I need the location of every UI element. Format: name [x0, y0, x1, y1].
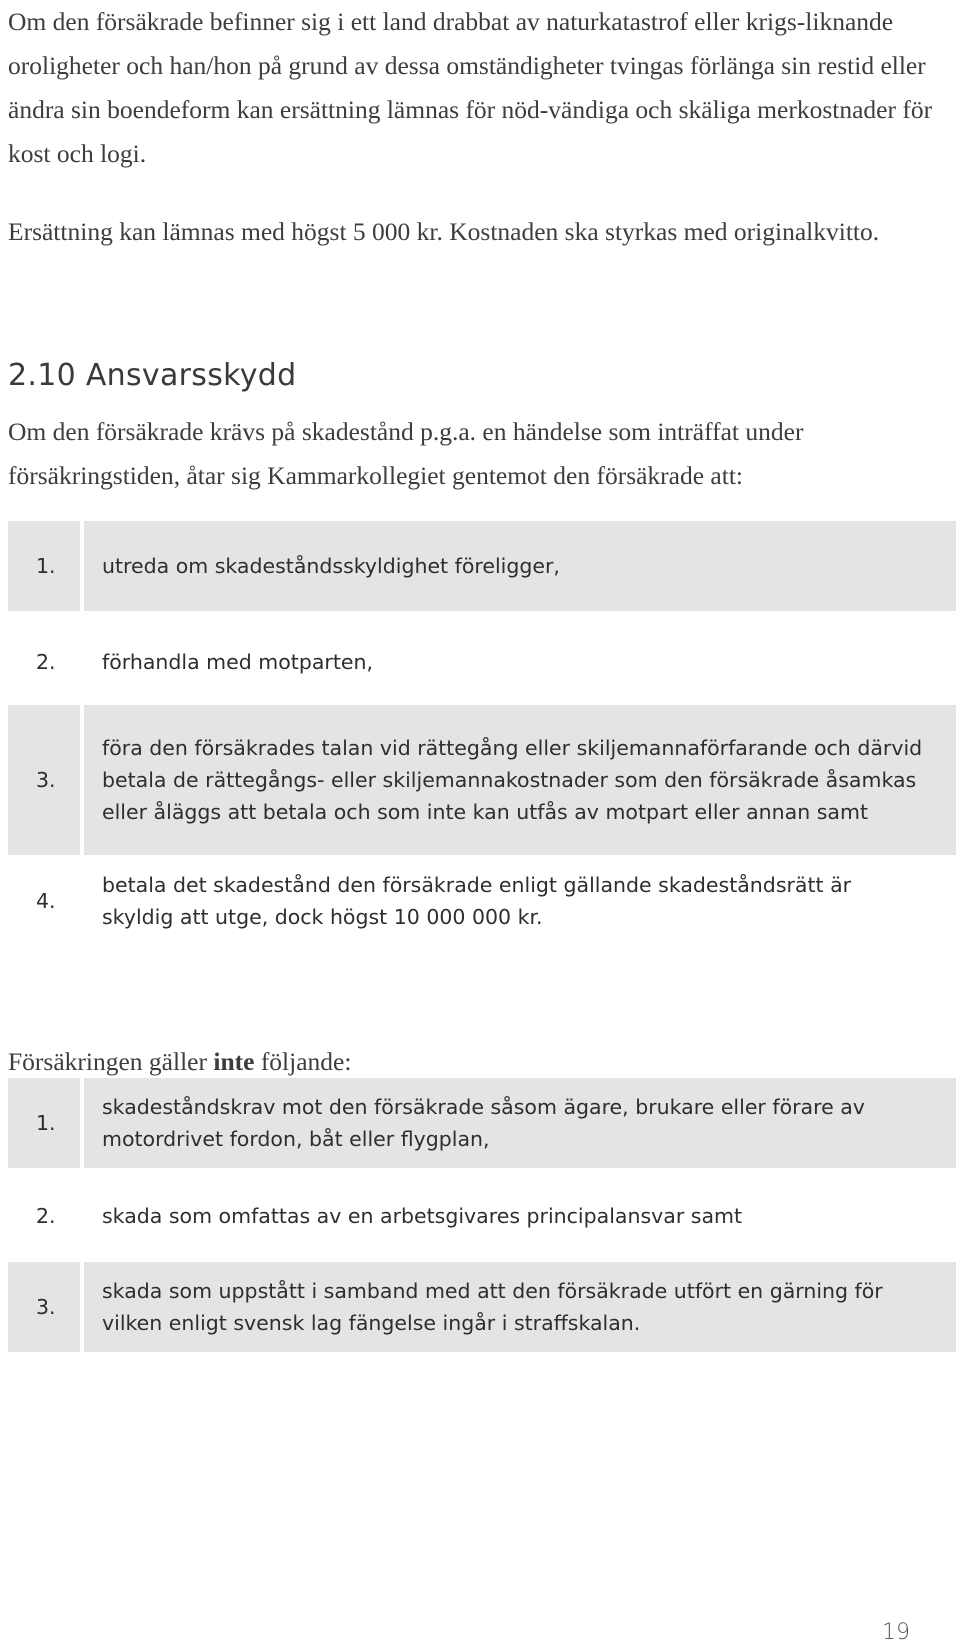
- section-heading: 2.10 Ansvarsskydd: [8, 358, 297, 393]
- list-item-number: 2.: [36, 1204, 56, 1228]
- list-item-number: 3.: [8, 1262, 80, 1352]
- list-item-text: förhandla med motparten,: [102, 650, 373, 674]
- list-item-number: 2.: [36, 650, 56, 674]
- list-item-text: skada som uppstått i samband med att den försäkrade utfört en gärning för vilken enligt svensk lag fängelse ingår i straffskalan.: [84, 1262, 956, 1352]
- list-item: [8, 1078, 956, 1168]
- exclusions-intro-paragraph: Försäkringen gäller inte följande:: [8, 1047, 352, 1076]
- list-item-text: skada som omfattas av en arbetsgivares principalansvar samt: [102, 1204, 743, 1228]
- list-item-text: betala det skadestånd den försäkrade enligt gällande skadeståndsrätt är skyldig att utge, dock högst 10 000 000 kr.: [102, 873, 852, 929]
- page-number: 19: [882, 1620, 910, 1645]
- liability-intro-paragraph: Om den försäkrade krävs på skadestånd p.g.a. en händelse som inträffat under försäkringstiden, åtar sig Kammarkollegiet gentemot den försäkrade att:: [8, 417, 804, 490]
- list-item-number: 1.: [8, 521, 80, 611]
- list-item-text: skadeståndskrav mot den försäkrade såsom ägare, brukare eller förare av motordrivet fordon, båt eller flygplan,: [84, 1078, 956, 1168]
- list-item: [8, 617, 956, 707]
- list-item-text: utreda om skadeståndsskyldighet föreligger,: [84, 521, 956, 611]
- list-item: [8, 855, 956, 947]
- list-item: [8, 1262, 956, 1352]
- list-item-number: 1.: [8, 1078, 80, 1168]
- intro-paragraph: Om den försäkrade befinner sig i ett land drabbat av naturkatastrof eller krigs-liknande oroligheter och han/hon på grund av dessa omständigheter tvingas förlänga sin restid eller ändra sin boendeform kan ersättning lämnas för nöd-vändiga och skäliga merkostnader för kost och logi.: [8, 7, 933, 168]
- compensation-paragraph: Ersättning kan lämnas med högst 5 000 kr. Kostnaden ska styrkas med originalkvitto.: [8, 217, 880, 246]
- list-item: [8, 1170, 956, 1262]
- list-item: [8, 705, 956, 855]
- list-item-number: 3.: [8, 705, 80, 855]
- list-item: [8, 521, 956, 611]
- list-item-text: föra den försäkrades talan vid rättegång eller skiljemannaförfarande och därvid betala de rättegångs- eller skiljemannakostnader som den försäkrade åsamkas eller åläggs att betala och som inte kan utfås av motpart eller annan samt: [84, 705, 956, 855]
- list-item-number: 4.: [36, 889, 56, 913]
